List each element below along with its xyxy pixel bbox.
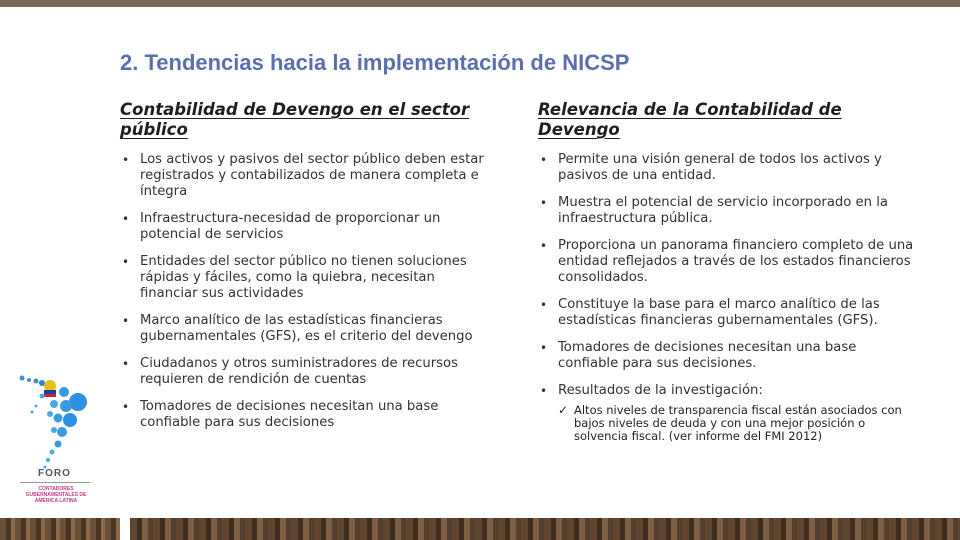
list-item: • Marco analítico de las estadísticas financieras gubernamentales (GFS), es el criterio del devengo [122,313,473,344]
list-item: • Ciudadanos y otros suministradores de recursos requieren de rendición de cuentas [122,356,458,387]
soil-left [0,518,120,540]
list-item: • Los activos y pasivos del sector público deben estar registrados y contabilizados de manera completa e íntegra [122,152,484,199]
right-list [538,152,918,399]
list-item: • Constituye la base para el marco analítico de las estadísticas financieras gubernamentales (GFS). [540,297,880,328]
top-border [0,0,960,7]
bullet-icon: • [540,341,548,355]
left-list [120,152,490,431]
bullet-icon: • [122,255,130,269]
list-item: • Tomadores de decisiones necesitan una base confiable para sus decisiones. [540,340,857,371]
list-item: • Proporciona un panorama financiero completo de una entidad reflejados a través de los estados financieros consolidados. [540,238,914,285]
list-item: • Entidades del sector público no tienen soluciones rápidas y fáciles, como la quiebra, necesitan financiar sus actividades [122,254,467,301]
list-item: • Permite una visión general de todos los activos y pasivos de una entidad. [540,152,882,183]
bullet-icon: • [540,239,548,253]
soil-right [130,518,960,540]
list-item: • Infraestructura-necesidad de proporcionar un potencial de servicios [122,211,441,242]
slide-title: 2. Tendencias hacia la implementación de NICSP [120,50,630,75]
right-heading: Relevancia de la Contabilidad de Devengo [538,100,842,139]
bullet-icon: • [122,357,130,371]
logo-divider [20,482,90,483]
bullet-icon: • [540,196,548,210]
logo-dots [20,376,88,469]
left-column [120,100,490,442]
bullet-icon: • [122,153,130,167]
bullet-icon: • [540,384,548,398]
soil-gap [120,518,130,540]
bullet-icon: • [540,153,548,167]
sub-list [558,404,918,443]
footer-soil-strip [0,518,960,540]
logo-subtitle: CONTADORES GUBERNAMENTALES DE AMERICA LATINA [25,486,87,504]
logo-name: FORO [38,468,71,479]
bullet-icon: • [122,400,130,414]
bullet-icon: • [122,212,130,226]
left-heading: Contabilidad de Devengo en el sector público [120,100,470,139]
list-item: • Muestra el potencial de servicio incorporado en la infraestructura pública. [540,195,888,226]
bullet-icon: • [122,314,130,328]
list-item: • Tomadores de decisiones necesitan una base confiable para sus decisiones [122,399,439,430]
bullet-icon: • [540,298,548,312]
sub-list-item: ✓ Altos niveles de transparencia fiscal están asociados con bajos niveles de deuda y con una mejor posición o solvencia fiscal. (ver informe del FMI 2012) [558,403,902,443]
right-column [538,100,918,443]
checkmark-icon: ✓ [558,403,569,417]
list-item: • Resultados de la investigación: [540,383,763,398]
